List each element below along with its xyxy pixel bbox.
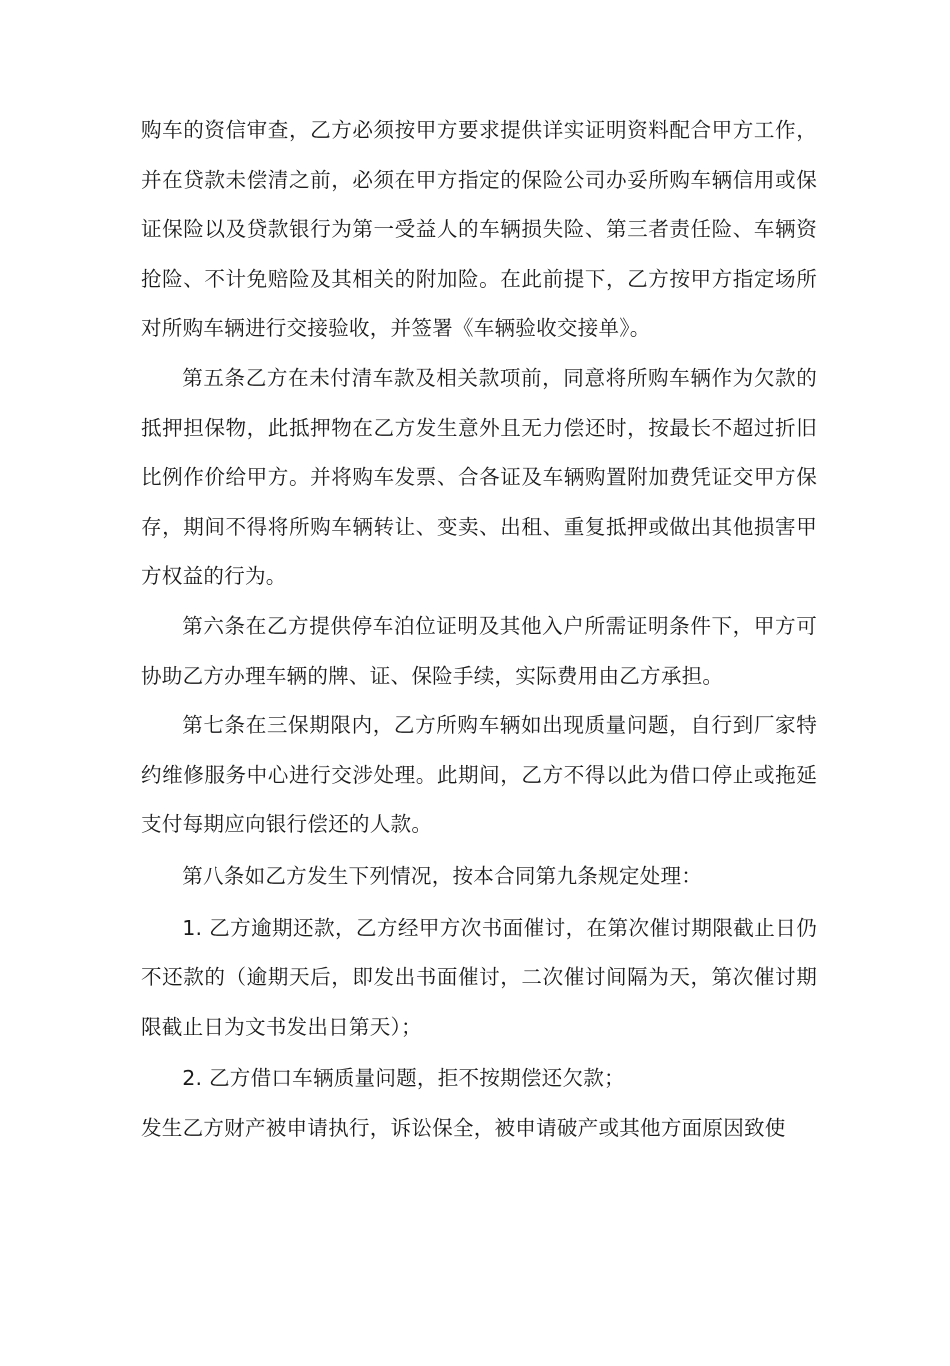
paragraph-article-7: 第七条在三保期限内，乙方所购车辆如出现质量问题，自行到厂家特约维修服务中心进行交涉处理。此期间，乙方不得以此为借口停止或拖延支付每期应向银行偿还的人款。 xyxy=(141,713,817,837)
paragraph-article-5: 第五条乙方在未付清车款及相关款项前，同意将所购车辆作为欠款的抵押担保物，此抵押物在乙方发生意外且无力偿还时，按最长不超过折旧比例作价给甲方。并将购车发票、合各证及车辆购置附加费凭证交甲方保存，期间不得将所购车辆转让、变卖、出租、重复抵押或做出其他损害甲方权益的行为。 xyxy=(141,365,817,589)
list-item-2: 2. 乙方借口车辆质量问题，拒不按期偿还欠款； xyxy=(182,1066,625,1091)
paragraph-article-6: 第六条在乙方提供停车泊位证明及其他入户所需证明条件下，甲方可协助乙方办理车辆的牌、证、保险手续，实际费用由乙方承担。 xyxy=(141,613,817,688)
document-body xyxy=(141,106,817,1153)
list-item-1: 1. 乙方逾期还款，乙方经甲方次书面催讨，在第次催讨期限截止日仍不还款的（逾期天后，即发出书面催讨，二次催讨间隔为天，第次催讨期限截止日为文书发出日第天）； xyxy=(141,915,817,1039)
paragraph-continuation: 购车的资信审查，乙方必须按甲方要求提供详实证明资料配合甲方工作，并在贷款未偿清之前，必须在甲方指定的保险公司办妥所购车辆信用或保证保险以及贷款银行为第一受益人的车辆损失险、第三者责任险、车辆资抢险、不计免赔险及其相关的附加险。在此前提下，乙方按甲方指定场所对所购车辆进行交接验收，并签署《车辆验收交接单》。 xyxy=(141,118,817,341)
paragraph-article-8: 第八条如乙方发生下列情况，按本合同第九条规定处理： xyxy=(182,863,703,888)
paragraph-final: 发生乙方财产被申请执行，诉讼保全，被申请破产或其他方面原因致使 xyxy=(141,1115,786,1140)
